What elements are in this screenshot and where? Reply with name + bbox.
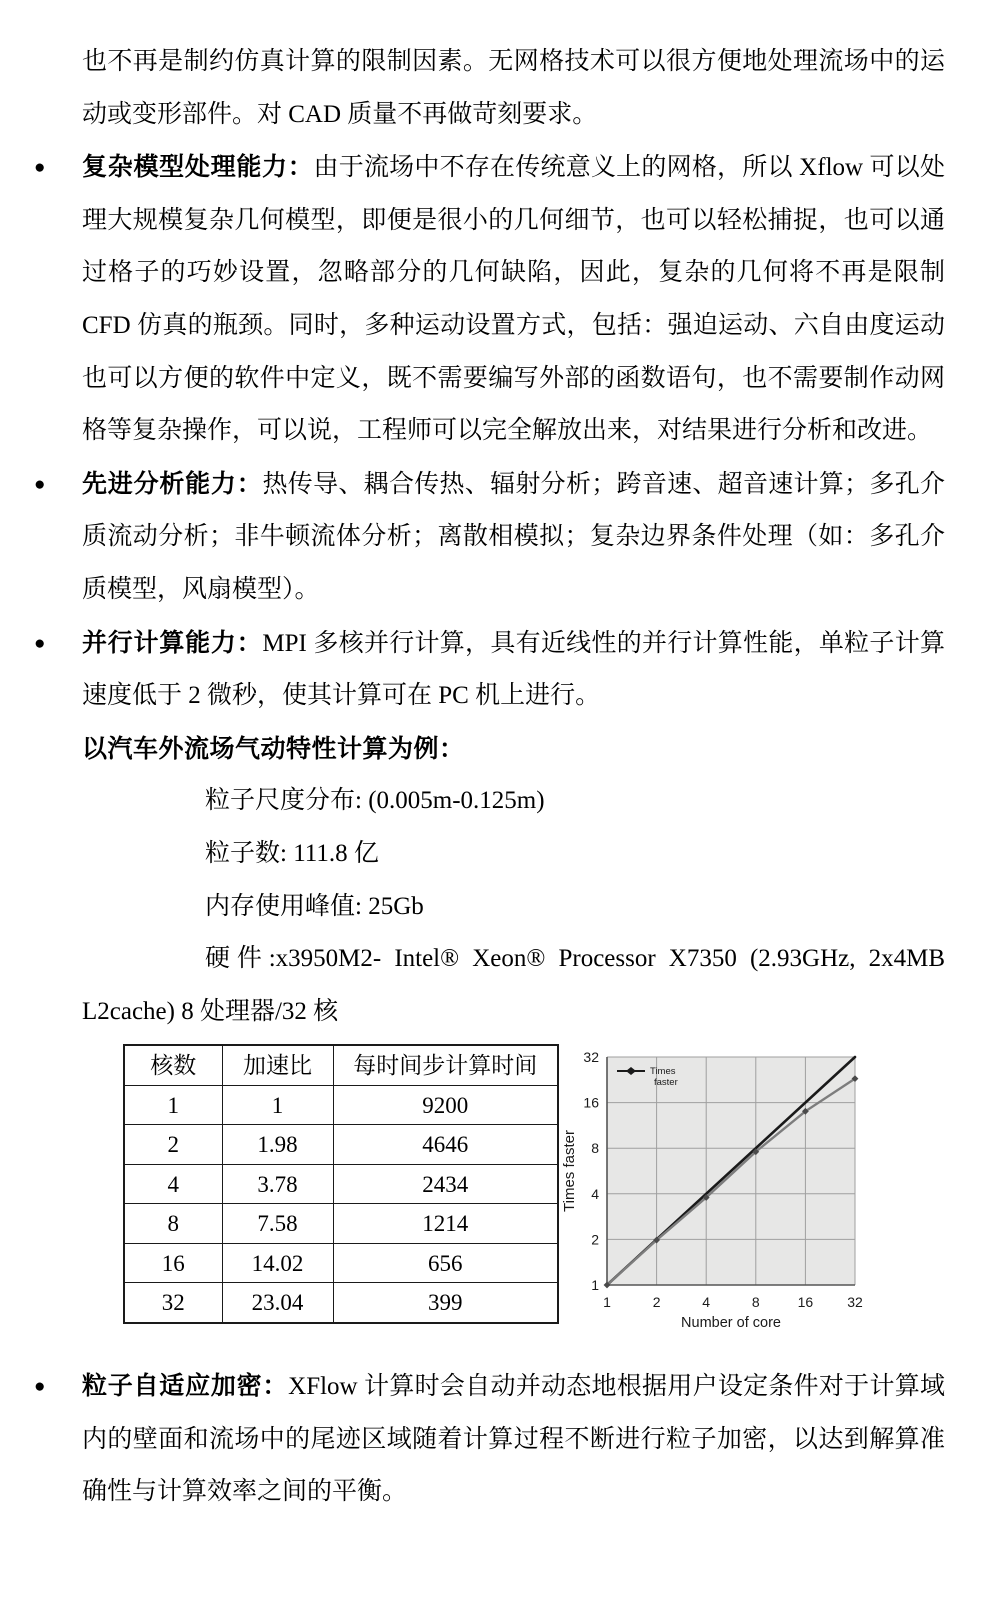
bullet-item-advanced-analysis (34, 458, 945, 617)
hardware-line-2: L2cache) 8 处理器/32 核 (82, 997, 339, 1025)
bullet-item-parallel-computing (34, 617, 945, 723)
svg-text:4: 4 (591, 1186, 599, 1203)
hardware-line-1: 硬件:x3950M2- Intel® Xeon® Processor X7350 (2.93GHz, 2x4MB (205, 945, 945, 973)
legend-label: Times faster (650, 1066, 678, 1089)
bullet-marker: ● (34, 632, 46, 654)
table-row (124, 1283, 558, 1323)
svg-text:1: 1 (591, 1277, 599, 1294)
bullet-marker: ● (34, 1376, 46, 1398)
cell-speedup: 14.02 (222, 1243, 333, 1283)
speedup-table (123, 1044, 559, 1324)
speedup-chart (561, 1044, 903, 1346)
svg-text:16: 16 (797, 1294, 814, 1311)
cell-speedup: 1 (222, 1085, 333, 1125)
spec-particle-size: 粒子尺度分布: (0.005m-0.125m) (205, 787, 545, 815)
cell-time: 399 (333, 1283, 558, 1323)
svg-text:32: 32 (583, 1049, 599, 1066)
table-row (124, 1125, 558, 1165)
bullet-text: MPI 多核并行计算，具有近线性的并行计算性能，单粒子计算速度低于 2 微秒，使其计算可在 PC 机上进行。 (82, 629, 945, 710)
cell-time: 1214 (333, 1204, 558, 1244)
svg-text:8: 8 (751, 1294, 760, 1311)
bullet-marker: ● (34, 473, 46, 495)
cell-cores: 32 (124, 1283, 222, 1323)
figure-row (123, 1044, 945, 1346)
intro-paragraph: 也不再是制约仿真计算的限制因素。无网格技术可以很方便地处理流场中的运动或变形部件。对 CAD 质量不再做苛刻要求。 (82, 48, 945, 128)
bullet-text: XFlow 计算时会自动并动态地根据用户设定条件对于计算域内的壁面和流场中的尾迹区域随着计算过程不断进行粒子加密，以达到解算准确性与计算效率之间的平衡。 (82, 1373, 945, 1506)
bullet-text: 热传导、耦合传热、辐射分析；跨音速、超音速计算；多孔介质流动分析；非牛顿流体分析；离散相模拟；复杂边界条件处理（如：多孔介质模型，风扇模型）。 (82, 470, 945, 603)
svg-text:16: 16 (583, 1094, 599, 1111)
spec-memory-peak: 内存使用峰值: 25Gb (205, 892, 424, 920)
bullet-title: 并行计算能力： (82, 628, 263, 657)
cell-speedup: 7.58 (222, 1204, 333, 1244)
bullet-title: 粒子自适应加密： (82, 1372, 289, 1401)
cell-cores: 8 (124, 1204, 222, 1244)
cell-cores: 4 (124, 1164, 222, 1204)
header-cell-cores: 核数 (124, 1045, 222, 1085)
x-axis-label: Number of core (681, 1315, 781, 1332)
cell-speedup: 23.04 (222, 1283, 333, 1323)
svg-text:8: 8 (591, 1140, 599, 1157)
bullet-title: 复杂模型处理能力： (82, 153, 314, 182)
bullet-text: 由于流场中不存在传统意义上的网格，所以 Xflow 可以处理大规模复杂几何模型，即便是很小的几何细节，也可以轻松捕捉，也可以通过格子的巧妙设置，忽略部分的几何缺陷，因此，复杂的几何将不再是限制 CFD 仿真的瓶颈。同时，多种运动设置方式，包括：强迫运动、六自由度运动也可以方便的软件中定义，既不需要编写外部的函数语句，也不需要制作动网格等复杂操作，可以说，工程师可以完全解放出来，对结果进行分析和改进。 (82, 154, 945, 445)
example-heading: 以汽车外流场气动特性计算为例： (82, 734, 465, 763)
cell-cores: 1 (124, 1085, 222, 1125)
bullet-item-adaptive-refinement (34, 1360, 945, 1519)
table-row (124, 1243, 558, 1283)
table-row (124, 1164, 558, 1204)
cell-time: 9200 (333, 1085, 558, 1125)
cell-time: 2434 (333, 1164, 558, 1204)
cell-time: 4646 (333, 1125, 558, 1165)
cell-speedup: 3.78 (222, 1164, 333, 1204)
table-row (124, 1204, 558, 1244)
cell-speedup: 1.98 (222, 1125, 333, 1165)
cell-cores: 16 (124, 1243, 222, 1283)
svg-text:2: 2 (652, 1294, 661, 1311)
spec-particle-count: 粒子数: 111.8 亿 (205, 839, 379, 867)
bullet-title: 先进分析能力： (82, 469, 263, 498)
bullet-marker: ● (34, 157, 46, 179)
svg-text:2: 2 (591, 1231, 599, 1248)
y-axis-label: Times faster (561, 1130, 578, 1213)
speedup-chart-svg (561, 1044, 903, 1346)
bullet-item-complex-model (34, 141, 945, 458)
header-cell-speedup: 加速比 (222, 1045, 333, 1085)
table-row (124, 1085, 558, 1125)
svg-text:32: 32 (847, 1294, 863, 1311)
table-header-row (124, 1045, 558, 1085)
svg-text:1: 1 (603, 1294, 611, 1311)
cell-time: 656 (333, 1243, 558, 1283)
svg-text:4: 4 (702, 1294, 711, 1311)
header-cell-time: 每时间步计算时间 (333, 1045, 558, 1085)
cell-cores: 2 (124, 1125, 222, 1165)
